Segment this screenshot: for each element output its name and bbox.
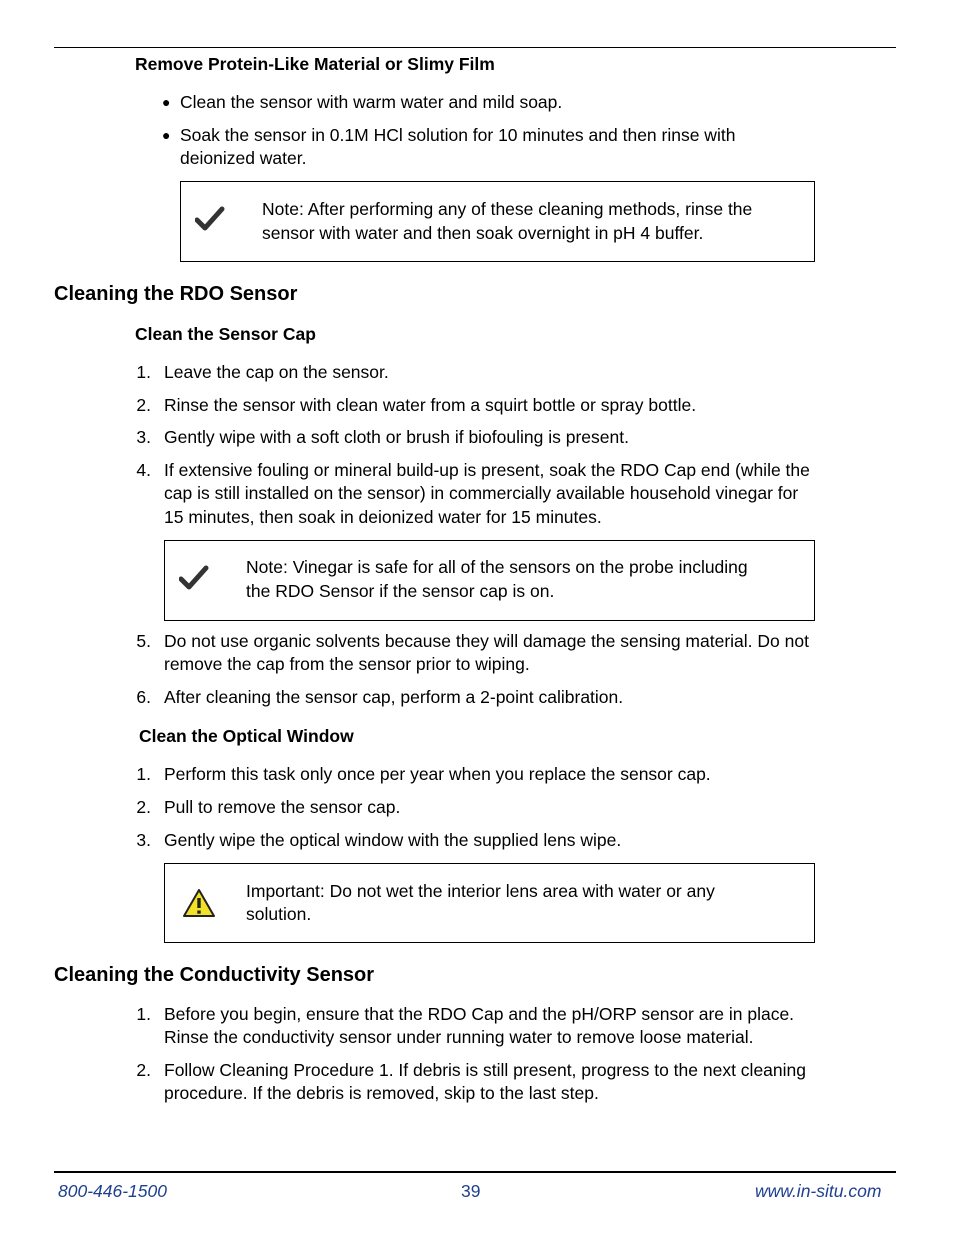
section-heading: Cleaning the RDO Sensor	[54, 283, 298, 305]
step-text: Gently wipe the optical window with the supplied lens wipe.	[164, 830, 622, 850]
important-box	[164, 863, 815, 943]
step-text: procedure. If the debris is removed, skip to the last step.	[164, 1083, 599, 1103]
step-text: Follow Cleaning Procedure 1. If debris is still present, progress to the next cleaning	[164, 1060, 806, 1080]
subsection-heading: Clean the Sensor Cap	[135, 324, 316, 344]
note-box	[164, 540, 815, 621]
step-text: remove the cap from the sensor prior to wiping.	[164, 654, 530, 674]
step-text: Gently wipe with a soft cloth or brush if biofouling is present.	[164, 427, 629, 447]
step-number: 3.	[136, 830, 151, 850]
step-number: 4.	[136, 460, 151, 480]
step-text: Rinse the sensor with clean water from a squirt bottle or spray bottle.	[164, 395, 697, 415]
note-text: sensor with water and then soak overnight in pH 4 buffer.	[262, 223, 704, 243]
footer-phone: 800-446-1500	[58, 1181, 167, 1201]
step-text: Do not use organic solvents because they will damage the sensing material. Do not	[164, 631, 809, 651]
step-text: 15 minutes, then soak in deionized water for 15 minutes.	[164, 507, 602, 527]
important-text: Important: Do not wet the interior lens area with water or any	[246, 881, 715, 901]
step-number: 3.	[136, 427, 151, 447]
step-number: 1.	[136, 362, 151, 382]
bullet-text: Clean the sensor with warm water and mild soap.	[180, 92, 563, 112]
footer-url[interactable]: www.in-situ.com	[755, 1181, 882, 1201]
step-number: 1.	[136, 764, 151, 784]
header-rule	[54, 47, 896, 48]
step-text: cap is still installed on the sensor) in commercially available household vinegar for	[164, 483, 799, 503]
step-number: 5.	[136, 631, 151, 651]
step-number: 6.	[136, 687, 151, 707]
step-text: Rinse the conductivity sensor under running water to remove loose material.	[164, 1027, 754, 1047]
checkmark-icon	[195, 206, 225, 234]
bullet-text: deionized water.	[180, 148, 307, 168]
step-text: After cleaning the sensor cap, perform a 2-point calibration.	[164, 687, 624, 707]
footer-rule	[54, 1171, 896, 1173]
bullet-text: Soak the sensor in 0.1M HCl solution for 10 minutes and then rinse with	[180, 125, 736, 145]
step-text: Before you begin, ensure that the RDO Cap and the pH/ORP sensor are in place.	[164, 1004, 795, 1024]
step-text: Leave the cap on the sensor.	[164, 362, 389, 382]
note-box	[180, 181, 815, 262]
step-number: 2.	[136, 395, 151, 415]
step-number: 2.	[136, 1060, 151, 1080]
step-number: 2.	[136, 797, 151, 817]
section-heading: Remove Protein-Like Material or Slimy Film	[135, 54, 495, 74]
bullet-icon: ●	[162, 127, 171, 143]
step-number: 1.	[136, 1004, 151, 1024]
warning-icon	[182, 888, 216, 918]
step-text: If extensive fouling or mineral build-up is present, soak the RDO Cap end (while the	[164, 460, 810, 480]
note-text: Note: After performing any of these cleaning methods, rinse the	[262, 199, 753, 219]
step-text: Pull to remove the sensor cap.	[164, 797, 401, 817]
checkmark-icon	[179, 565, 209, 593]
note-text: Note: Vinegar is safe for all of the sensors on the probe including	[246, 557, 748, 577]
note-text: the RDO Sensor if the sensor cap is on.	[246, 581, 555, 601]
important-text: solution.	[246, 904, 312, 924]
page-number: 39	[461, 1181, 481, 1201]
subsection-heading: Clean the Optical Window	[139, 726, 354, 746]
section-heading: Cleaning the Conductivity Sensor	[54, 964, 375, 986]
step-text: Perform this task only once per year when you replace the sensor cap.	[164, 764, 711, 784]
bullet-icon: ●	[162, 94, 171, 110]
